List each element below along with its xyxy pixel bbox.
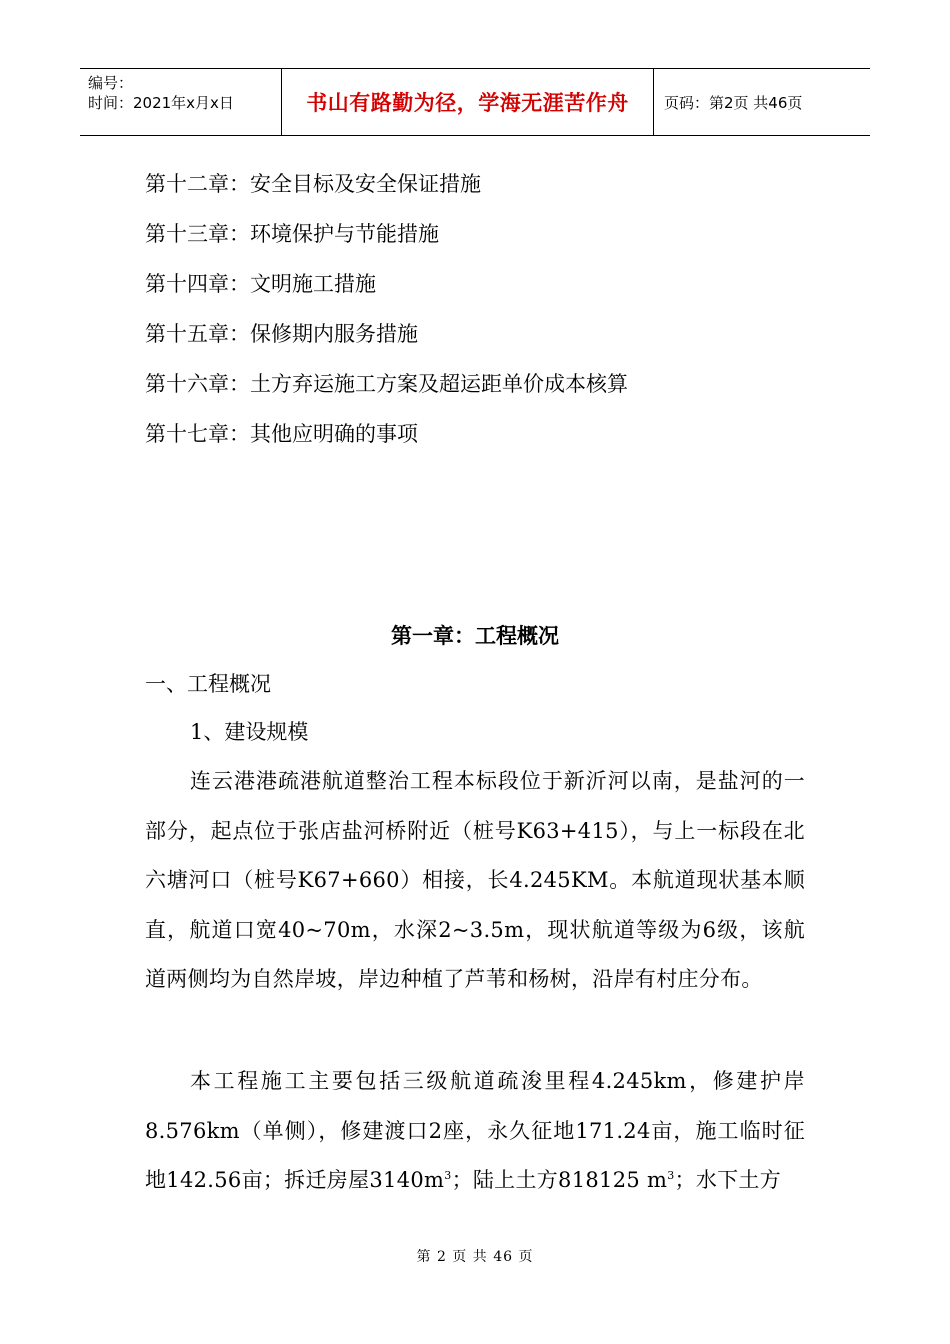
page-header: [80, 68, 870, 136]
header-page-info: 页码：第2页 共46页: [664, 93, 803, 112]
subsection-title: 1、建设规模: [190, 720, 309, 744]
paragraph-scope-text-2: ；陆上土方818125 m: [451, 1168, 668, 1192]
paragraph-scope-text-1: 本工程施工主要包括三级航道疏浚里程4.245km，修建护岸8.576km（单侧），修建渡口2座，永久征地171.24亩，施工临时征地142.56亩；拆迁房屋3140m: [145, 1069, 805, 1192]
toc-item: 第十三章：环境保护与节能措施: [145, 222, 439, 246]
table-of-contents: [145, 168, 628, 468]
toc-item: 第十五章：保修期内服务措施: [145, 322, 418, 346]
paragraph-scope: [145, 1057, 805, 1206]
toc-item: 第十六章：土方弃运施工方案及超运距单价成本核算: [145, 372, 628, 396]
paragraph-scale: 连云港港疏港航道整治工程本标段位于新沂河以南，是盐河的一部分，起点位于张店盐河桥附近（桩号K63+415），与上一标段在北六塘河口（桩号K67+660）相接，长4.245KM。本航道现状基本顺直，航道口宽40~70m，水深2~3.5m，现状航道等级为6级，该航道两侧均为自然岸坡，岸边种植了芦苇和杨树，沿岸有村庄分布。: [145, 769, 805, 991]
toc-item: 第十四章：文明施工措施: [145, 272, 376, 296]
section-title: 一、工程概况: [145, 672, 271, 696]
page-footer: 第 2 页 共 46 页: [416, 1249, 534, 1265]
time-label: 时间：2021年x月x日: [88, 94, 234, 112]
header-meta: [80, 69, 282, 135]
toc-item: 第十七章：其他应明确的事项: [145, 422, 418, 446]
chapter-title: 第一章：工程概况: [391, 624, 559, 648]
cubic-superscript: 3: [444, 1169, 452, 1182]
number-label: 编号：: [88, 74, 134, 92]
cubic-superscript: 3: [667, 1169, 675, 1182]
header-motto: 书山有路勤为径，学海无涯苦作舟: [282, 69, 654, 135]
toc-item: 第十二章：安全目标及安全保证措施: [145, 172, 481, 196]
paragraph-scope-text-3: ；水下土方: [674, 1168, 782, 1192]
